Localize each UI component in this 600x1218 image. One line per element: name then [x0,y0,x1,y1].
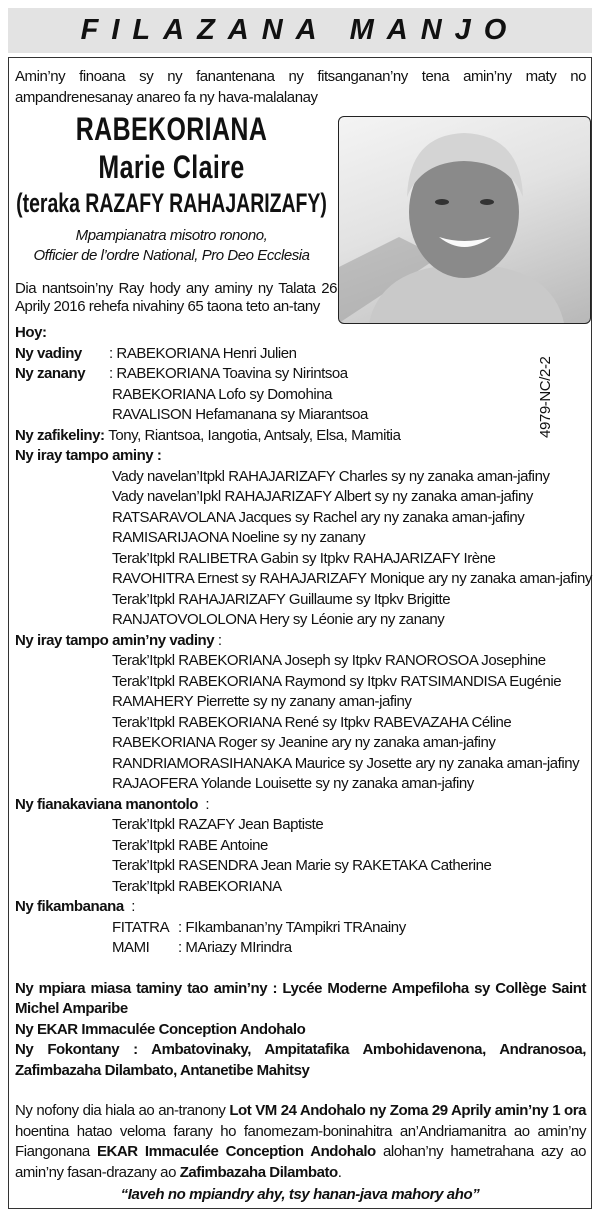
list-item: MAMI : MAriazy MIrindra [112,939,292,956]
list-item: RATSARAVOLANA Jacques sy Rachel ary ny zanaka aman-jafiny [112,508,525,526]
funeral-details: Ny nofony dia hiala ao an-tranony Lot VM 24 Andohalo ny Zoma 29 Aprily amin’ny 1 ora hoentina hatao veloma farany ho fanomezam-boninahitra an’Andriamanitra ao amin’ny Fiangonana EKAR Immaculée Conception Andohalo alohan’ny hametrahana azy ao amin’ny fasan-drazany ao Zafimbazaha Dilambato. [15,1102,587,1181]
ekar: Ny EKAR Immaculée Conception Andohalo [15,1020,306,1038]
mpiara-miasa: Ny mpiara miasa taminy tao amin’ny : Lycée Moderne Ampefiloha sy Collège Saint Michel Amparibe [15,979,586,1017]
deceased-name-block [9,110,334,266]
list-item: RAMISARIJAONA Noeline sy ny zanany [112,529,366,546]
list-item: RAVOHITRA Ernest sy RAHAJARIZAFY Monique ary ny zanaka aman-jafiny [112,570,592,587]
deceased-surname: RABEKORIANA [75,111,268,147]
list-item: Terak’Itpkl RABE Antoine [112,836,268,854]
portrait-image [339,117,590,323]
list-item: Terak’Itpkl RABEKORIANA [112,877,282,895]
deceased-title-1: Mpampianatra misotro ronono, [75,227,268,244]
list-item: Terak’Itpkl RALIBETRA Gabin sy Itpkv RAHAJARIZAFY Irène [112,549,496,567]
list-item: Terak’Itpkl RASENDRA Jean Marie sy RAKETAKA Catherine [112,857,492,874]
zanany-row: Ny zanany : RABEKORIANA Toavina sy Nirintsoa [15,365,348,382]
deceased-given-names: Marie Claire [98,149,245,185]
list-item: Vady navelan’Ipkl RAHAJARIZAFY Albert sy ny zanaka aman-jafiny [112,488,533,505]
list-item: RANDRIAMORASIHANAKA Maurice sy Josette ary ny zanaka aman-jafiny [112,754,580,772]
portrait-photo [338,116,591,324]
list-item: Terak’Itpkl RABEKORIANA Joseph sy Itpkv RANOROSOA Josephine [112,652,546,669]
list-item: RABEKORIANA Lofo sy Domohina [112,385,333,403]
hoy-label: Hoy: [15,324,47,341]
intro-text: Amin’ny finoana sy ny fanantenana ny fitsanganan’ny tena amin’ny maty no ampandrenesanay anareo fa ny hava-malalanay [15,68,586,106]
list-item: RAJAOFERA Yolande Louisette sy ny zanaka aman-jafiny [112,775,474,792]
list-item: Vady navelan’Itpkl RAHAJARIZAFY Charles sy ny zanaka aman-jafiny [112,467,550,485]
family-list [15,323,592,1183]
list-item: Terak’Itpkl RABEKORIANA René sy Itpkv RABEVAZAHA Céline [112,713,512,731]
closing-quote: “Iaveh no mpiandry ahy, tsy hanan-java mahory aho” [120,1186,480,1203]
reference-code: 4979-NC/2-2 [537,356,554,438]
list-item: RAMAHERY Pierrette sy ny zanany aman-jafiny [112,693,412,710]
list-item: Terak’Itpkl RABEKORIANA Raymond sy Itpkv RATSIMANDISA Eugénie [112,672,562,690]
notice-header [8,8,592,53]
death-notice: Dia nantsoin’ny Ray hody any aminy ny Talata 26 Aprily 2016 rehefa nivahiny 65 taona teto an-tany [15,280,337,315]
notice-box [8,57,592,1209]
zafikeliny-row: Ny zafikeliny: Tony, Riantsoa, Iangotia, Antsaly, Elsa, Mamitia [15,426,401,444]
iray-tampo-heading: Ny iray tampo aminy : [15,447,162,464]
fianakaviana-heading: Ny fianakaviana manontolo : [15,795,210,813]
list-item: RABEKORIANA Roger sy Jeanine ary ny zanaka aman-jafiny [112,734,496,751]
list-item: Terak’Itpkl RAZAFY Jean Baptiste [112,816,324,833]
list-item: RANJATOVOLOLONA Hery sy Léonie ary ny zanany [112,611,445,628]
list-item: FITATRA : FIkambanan’ny TAmpikri TRAnainy [112,918,406,936]
iray-tampo-vadiny-heading: Ny iray tampo amin’ny vadiny : [15,631,222,649]
deceased-title-2: Officier de l’ordre National, Pro Deo Ecclesia [33,247,310,264]
fokontany: Ny Fokontany : Ambatovinaky, Ampitatafika Ambohidavenona, Andranosoa, Zafimbazaha Dilambato, Antanetibe Mahitsy [15,1041,586,1079]
fikambanana-heading: Ny fikambanana : [15,898,135,915]
list-item: RAVALISON Hefamanana sy Miarantsoa [112,406,368,423]
deceased-maiden-name: (teraka RAZAFY RAHAJARIZAFY) [16,188,327,218]
vadiny-row: Ny vadiny : RABEKORIANA Henri Julien [15,344,297,362]
list-item: Terak’Itpkl RAHAJARIZAFY Guillaume sy Itpkv Brigitte [112,590,451,608]
header-title: FILAZANA MANJO [80,14,520,46]
